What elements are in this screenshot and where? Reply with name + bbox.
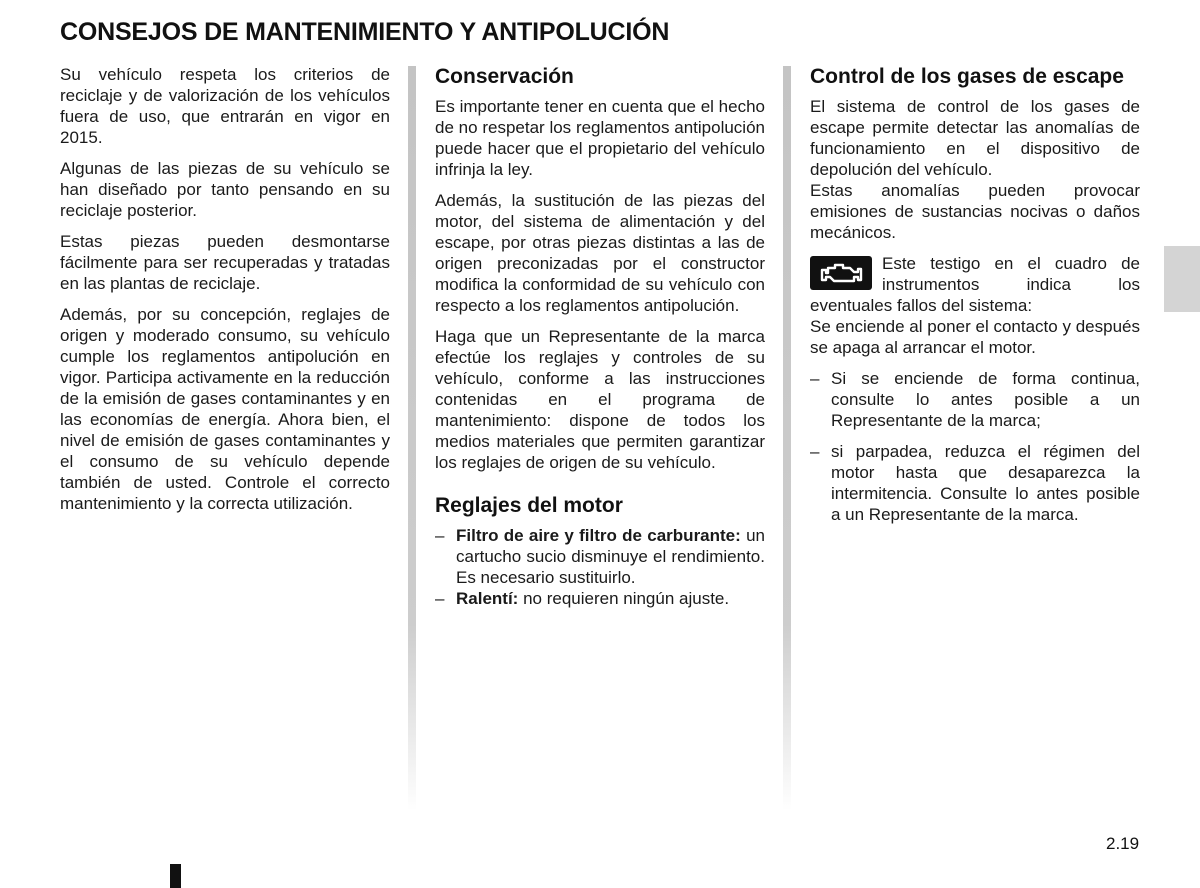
paragraph: Es importante tener en cuenta que el hecho de no respetar los reglamentos antipolución puede hacer que el propietario del vehículo infrinja la ley. <box>435 97 765 179</box>
page-number: 2.19 <box>1106 834 1140 853</box>
section-heading-reglajes: Reglajes del motor <box>435 494 623 517</box>
section-heading-conservacion: Conservación <box>435 65 574 88</box>
column-conservation <box>435 64 765 609</box>
paragraph: Haga que un Representante de la marca efectúe los reglajes y controles de su vehículo, conforme a las instrucciones contenidas en el programa de mantenimiento: dispone de todos los medios materiales que permiten garantizar los reglajes de origen de su vehículo. <box>435 327 765 472</box>
bottom-mark <box>170 864 181 888</box>
warning-light-block <box>810 253 1140 316</box>
column-divider <box>408 66 416 811</box>
warning-text: Este testigo en el cuadro de instrumentos indica los eventuales fallos del sistema: <box>810 254 1140 315</box>
list-item <box>435 588 765 609</box>
item-text: si parpadea, reduzca el régimen del motor hasta que desaparezca la intermitencia. Consulte lo antes posible a un Representante de la marca. <box>831 442 1140 524</box>
item-label: Ralentí: <box>456 589 519 608</box>
dash-bullet: – <box>810 369 820 388</box>
list-item <box>810 441 1140 525</box>
item-label: Filtro de aire y filtro de carburante: <box>456 526 741 545</box>
engine-check-icon <box>810 256 872 290</box>
page-title: CONSEJOS DE MANTENIMIENTO Y ANTIPOLUCIÓN <box>60 18 670 46</box>
paragraph: Además, la sustitución de las piezas del motor, del sistema de alimentación y del escape, por otras piezas distintas a las de origen preconizadas por el constructor modifica la conformidad de su vehículo con respecto a los reglamentos antipolución. <box>435 191 765 315</box>
dash-bullet: – <box>810 442 820 461</box>
paragraph: El sistema de control de los gases de escape permite detectar las anomalías de funcionamiento en el dispositivo de depolución del vehículo. <box>810 97 1140 179</box>
paragraph: Su vehículo respeta los criterios de reciclaje y de valorización de los vehículos fuera de uso, que entrarán en vigor en 2015. <box>60 65 390 147</box>
item-text: no requieren ningún ajuste. <box>518 589 730 608</box>
column-recycling <box>60 64 390 524</box>
item-text: Si se enciende de forma continua, consulte lo antes posible a un Representante de la marca; <box>831 369 1140 430</box>
paragraph: Estas piezas pueden desmontarse fácilmente para ser recuperadas y tratadas en las plantas de reciclaje. <box>60 232 390 293</box>
section-heading-control-gases: Control de los gases de escape <box>810 65 1124 88</box>
chapter-tab <box>1164 246 1200 312</box>
paragraph: Algunas de las piezas de su vehículo se han diseñado por tanto pensando en su reciclaje posterior. <box>60 159 390 220</box>
paragraph: Además, por su concepción, reglajes de origen y moderado consumo, su vehículo cumple los reglamentos antipolución en vigor. Participa activamente en la reducción de la emisión de gases contaminantes y en las economías de energía. Ahora bien, el nivel de emisión de gases contaminantes y el consumo de su vehículo depende también de usted. Controle el correcto mantenimiento y la correcta utilización. <box>60 305 390 513</box>
dash-bullet: – <box>435 589 445 608</box>
column-divider <box>783 66 791 811</box>
column-exhaust-control <box>810 64 1140 535</box>
paragraph: Estas anomalías pueden provocar emisiones de sustancias nocivas o daños mecánicos. <box>810 181 1140 242</box>
list-item <box>810 368 1140 431</box>
dash-bullet: – <box>435 526 445 545</box>
paragraph: Se enciende al poner el contacto y después se apaga al arrancar el motor. <box>810 317 1140 357</box>
list-item <box>435 525 765 588</box>
item-text: un cartucho sucio disminuye el rendimiento. Es necesario sustituirlo. <box>456 526 765 587</box>
